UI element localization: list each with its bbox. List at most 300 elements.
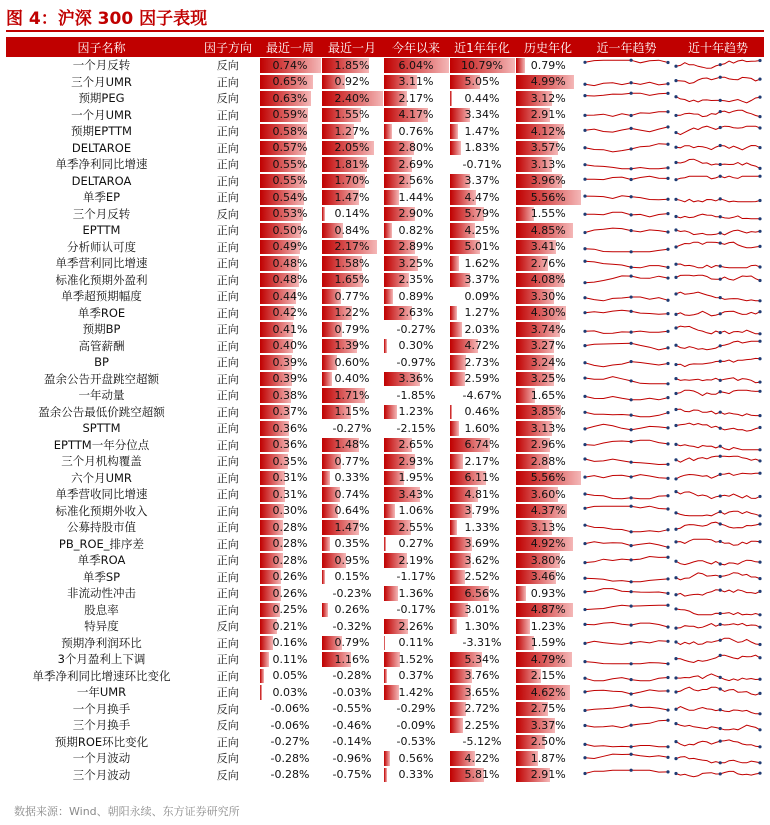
cell-value: 5.56% [530,190,566,204]
cell-last-month [321,57,383,74]
sparkline-path [676,378,760,383]
sparkline-marker [666,312,669,315]
sparkline-marker [674,691,677,694]
cell-1y-trend [581,57,672,74]
value-bar [516,586,527,601]
sparkline-marker [630,590,633,593]
cell-value: 0.40% [334,372,370,386]
sparkline-path [676,264,760,268]
sparkline-marker [758,540,761,543]
sparkline-marker [583,756,586,759]
cell-1y-annualized [449,569,515,586]
cell-hist-annualized [515,519,581,536]
cell-last-month [321,618,383,635]
cell-hist-annualized [515,767,581,784]
sparkline-marker [630,440,633,443]
cell-10y-trend [672,536,764,553]
cell-direction: 反向 [216,620,239,634]
sparkline-marker [674,198,677,201]
cell-hist-annualized [515,453,581,470]
sparkline-marker [583,82,586,85]
cell-10y-trend [672,404,764,421]
cell-last-month [321,371,383,388]
cell-value: 3.80% [530,553,566,567]
cell-direction: 正向 [216,587,239,601]
cell-1y-annualized [449,189,515,206]
cell-value: 3.24% [530,355,566,369]
cell-factor-name: 单季超预期幅度 [61,289,142,304]
cell-1y-trend [581,107,672,124]
sparkline-10y [674,372,762,386]
value-bar [384,289,394,304]
cell-value: 0.21% [272,619,308,633]
table-row [6,404,764,421]
sparkline-marker [719,198,722,201]
value-bar [450,619,458,634]
sparkline-1y [583,702,670,716]
cell-value: 1.65% [334,273,370,287]
value-bar [384,124,392,139]
cell-ytd [383,453,449,470]
cell-value: 3.34% [464,108,500,122]
value-bar [450,141,461,156]
value-bar [384,190,399,205]
sparkline-marker [583,129,586,132]
table-row [6,420,764,437]
sparkline-path [585,770,668,773]
cell-last-week [259,74,321,91]
cell-ytd [383,668,449,685]
sparkline-10y [674,58,762,72]
cell-10y-trend [672,635,764,652]
cell-1y-trend [581,404,672,421]
cell-last-month [321,140,383,157]
sparkline-marker [674,293,677,296]
sparkline-1y [583,223,670,237]
sparkline-marker [666,494,669,497]
cell-hist-annualized [515,701,581,718]
cell-last-month [321,585,383,602]
value-bar [450,454,463,469]
sparkline-path [585,331,668,334]
sparkline-marker [666,676,669,679]
cell-value: 1.52% [398,652,434,666]
header-last-week[interactable]: 最近一周 [259,37,321,57]
cell-last-month [321,569,383,586]
cell-hist-annualized [515,272,581,289]
table-row [6,503,764,520]
cell-1y-annualized [449,288,515,305]
sparkline-marker [583,443,586,446]
sparkline-marker [758,761,761,764]
cell-factor-name: 预期ROE环比变化 [54,734,149,749]
sparkline-path [585,362,668,367]
sparkline-path [585,640,668,644]
source-note: 数据来源：Wind、朝阳永续、东方证券研究所 [14,805,240,818]
sparkline-marker [758,390,761,393]
sparkline-1y [583,58,670,72]
cell-hist-annualized [515,602,581,619]
cell-ytd [383,206,449,223]
sparkline-marker [630,114,633,117]
cell-value: 2.19% [398,553,434,567]
sparkline-path [585,397,668,400]
sparkline-marker [630,81,633,84]
cell-10y-trend [672,503,764,520]
header-ytd[interactable]: 今年以来 [383,37,449,57]
sparkline-marker [583,281,586,284]
cell-1y-trend [581,222,672,239]
cell-last-week [259,156,321,173]
sparkline-marker [674,722,677,725]
cell-value: 4.81% [464,487,500,501]
sparkline-marker [666,276,669,279]
cell-value: 0.79% [530,58,566,72]
sparkline-path [585,93,668,96]
sparkline-path [676,674,760,681]
cell-10y-trend [672,519,764,536]
cell-direction: 正向 [216,653,239,667]
cell-ytd [383,486,449,503]
cell-last-week [259,123,321,140]
cell-value: 2.91% [530,108,566,122]
sparkline-path [676,560,760,565]
cell-last-week [259,668,321,685]
sparkline-marker [674,145,677,148]
sparkline-marker [583,493,586,496]
cell-last-month [321,668,383,685]
cell-1y-trend [581,470,672,487]
sparkline-marker [666,662,669,665]
cell-value: 0.28% [272,553,308,567]
sparkline-marker [719,427,722,430]
sparkline-1y [583,471,670,485]
cell-1y-annualized [449,750,515,767]
cell-last-week [259,321,321,338]
sparkline-path [676,311,760,316]
sparkline-1y [583,207,670,221]
sparkline-marker [630,147,633,150]
sparkline-marker [719,688,722,691]
sparkline-marker [583,506,586,509]
cell-factor-name: BP [94,355,109,370]
cell-1y-annualized [449,437,515,454]
cell-ytd [383,701,449,718]
cell-1y-annualized [449,255,515,272]
table-body [6,57,764,783]
cell-10y-trend [672,338,764,355]
cell-value: 1.95% [398,471,434,485]
cell-direction: 正向 [216,356,239,370]
header-10y-trend[interactable]: 近十年趋势 [672,37,764,57]
cell-value: 2.89% [398,240,434,254]
value-bar [450,702,466,717]
header-last-month[interactable]: 最近一月 [321,37,383,57]
sparkline-1y [583,190,670,204]
cell-value: 0.11% [272,652,308,666]
sparkline-path [676,359,760,367]
sparkline-path [585,176,668,179]
cell-direction: 正向 [216,125,239,139]
sparkline-path [585,276,668,283]
table-row [6,767,764,784]
sparkline-marker [758,310,761,313]
cell-last-month [321,734,383,751]
cell-10y-trend [672,140,764,157]
cell-value: 2.96% [530,438,566,452]
sparkline-marker [674,757,677,760]
cell-value: -0.27% [332,421,372,435]
sparkline-marker [666,142,669,145]
sparkline-marker [666,346,669,349]
cell-1y-trend [581,239,672,256]
cell-last-month [321,453,383,470]
cell-10y-trend [672,750,764,767]
cell-ytd [383,635,449,652]
cell-factor-name: 单季ROA [77,553,126,568]
cell-ytd [383,371,449,388]
sparkline-path [676,214,760,219]
header-factor-name[interactable]: 因子名称 [6,37,197,57]
sparkline-marker [630,274,633,277]
sparkline-marker [719,126,722,129]
cell-value: 1.81% [334,157,370,171]
sparkline-marker [758,266,761,269]
cell-10y-trend [672,668,764,685]
cell-hist-annualized [515,585,581,602]
cell-hist-annualized [515,635,581,652]
cell-value: 3.62% [464,553,500,567]
cell-last-week [259,569,321,586]
sparkline-marker [719,312,722,315]
cell-last-month [321,750,383,767]
sparkline-10y [674,438,762,452]
cell-last-month [321,189,383,206]
cell-last-month [321,684,383,701]
sparkline-path [676,390,760,395]
cell-hist-annualized [515,371,581,388]
sparkline-path [676,740,760,747]
cell-hist-annualized [515,305,581,322]
sparkline-path [585,111,668,116]
cell-last-week [259,305,321,322]
cell-factor-name: 特异度 [84,619,119,634]
sparkline-marker [674,443,677,446]
cell-last-month [321,173,383,190]
cell-1y-annualized [449,140,515,157]
cell-value: 1.60% [464,421,500,435]
cell-value: 1.47% [334,520,370,534]
cell-value: 0.76% [398,124,434,138]
cell-value: 0.36% [272,438,308,452]
cell-last-month [321,635,383,652]
cell-value: 0.57% [272,141,308,155]
sparkline-marker [630,296,633,299]
sparkline-path [585,376,668,383]
cell-last-week [259,420,321,437]
sparkline-1y [583,355,670,369]
sparkline-1y [583,273,670,287]
value-bar [516,619,530,634]
sparkline-1y [583,520,670,534]
value-bar [384,636,385,651]
cell-10y-trend [672,420,764,437]
sparkline-marker [666,330,669,333]
cell-last-month [321,552,383,569]
sparkline-10y [674,421,762,435]
sparkline-marker [666,476,669,479]
sparkline-marker [758,626,761,629]
sparkline-marker [758,656,761,659]
cell-hist-annualized [515,189,581,206]
cell-value: 0.03% [272,685,308,699]
sparkline-marker [674,377,677,380]
cell-value: 3.85% [530,405,566,419]
cell-last-month [321,536,383,553]
cell-hist-annualized [515,354,581,371]
cell-last-week [259,750,321,767]
cell-last-month [321,470,383,487]
sparkline-marker [758,460,761,463]
sparkline-marker [674,408,677,411]
sparkline-10y [674,751,762,765]
sparkline-marker [719,344,722,347]
header-row [6,37,764,57]
table-row [6,437,764,454]
value-bar [450,289,451,304]
table-row [6,470,764,487]
cell-1y-annualized [449,536,515,553]
cell-value: 1.16% [334,652,370,666]
cell-value: 2.40% [334,91,370,105]
sparkline-path [585,228,668,232]
sparkline-marker [666,427,669,430]
cell-factor-name: 标准化预期外收入 [55,503,148,518]
sparkline-marker [666,411,669,414]
cell-direction: 反向 [216,59,239,73]
sparkline-1y [583,735,670,749]
cell-value: 0.28% [272,537,308,551]
cell-last-week [259,354,321,371]
cell-ytd [383,90,449,107]
cell-direction: 正向 [216,488,239,502]
cell-ytd [383,156,449,173]
cell-last-week [259,222,321,239]
cell-hist-annualized [515,338,581,355]
cell-10y-trend [672,57,764,74]
sparkline-path [585,165,668,169]
sparkline-marker [666,626,669,629]
value-bar [450,91,453,106]
cell-hist-annualized [515,734,581,751]
sparkline-1y [583,603,670,617]
cell-10y-trend [672,701,764,718]
cell-ytd [383,74,449,91]
cell-last-week [259,272,321,289]
sparkline-path [676,724,760,730]
sparkline-marker [758,217,761,220]
cell-ytd [383,750,449,767]
sparkline-marker [583,311,586,314]
cell-ytd [383,734,449,751]
sparkline-marker [758,299,761,302]
cell-value: 1.42% [398,685,434,699]
header-1y-annualized[interactable]: 近1年年化 [449,37,515,57]
cell-last-month [321,90,383,107]
cell-value: -2.15% [396,421,436,435]
sparkline-path [585,143,668,151]
sparkline-marker [674,114,677,117]
sparkline-marker [583,344,586,347]
table-row [6,569,764,586]
cell-value: 0.28% [272,520,308,534]
sparkline-marker [630,745,633,748]
table-row [6,255,764,272]
cell-value: 3.46% [530,570,566,584]
cell-value: 0.54% [272,190,308,204]
sparkline-marker [758,692,761,695]
cell-last-week [259,651,321,668]
cell-last-week [259,90,321,107]
cell-value: 3.25% [530,372,566,386]
cell-1y-annualized [449,173,515,190]
value-bar [384,652,400,667]
table-row [6,585,764,602]
header-direction[interactable]: 因子方向 [197,37,259,57]
cell-1y-annualized [449,635,515,652]
sparkline-path [585,459,668,465]
sparkline-path [585,705,668,710]
cell-direction: 正向 [216,339,239,353]
cell-last-month [321,486,383,503]
sparkline-marker [758,199,761,202]
sparkline-path [676,423,760,431]
cell-1y-annualized [449,602,515,619]
cell-ytd [383,437,449,454]
cell-1y-trend [581,585,672,602]
sparkline-marker [674,229,677,232]
sparkline-marker [719,174,722,177]
sparkline-marker [719,739,722,742]
sparkline-marker [630,341,633,344]
cell-1y-annualized [449,272,515,289]
header-hist-annualized[interactable]: 历史年化 [515,37,581,57]
sparkline-marker [666,756,669,759]
header-1y-trend[interactable]: 近一年趋势 [581,37,672,57]
sparkline-path [585,494,668,499]
cell-value: -0.75% [332,768,372,782]
sparkline-marker [719,523,722,526]
cell-10y-trend [672,470,764,487]
sparkline-marker [758,523,761,526]
cell-value: 3.41% [530,240,566,254]
cell-value: 0.58% [272,124,308,138]
cell-factor-name: 预期PEG [78,91,125,106]
cell-value: 2.80% [398,141,434,155]
sparkline-marker [666,212,669,215]
sparkline-marker [666,231,669,234]
cell-1y-annualized [449,57,515,74]
cell-hist-annualized [515,173,581,190]
cell-hist-annualized [515,206,581,223]
sparkline-marker [583,709,586,712]
value-bar [260,652,269,667]
cell-value: 1.62% [464,256,500,270]
value-bar [450,256,460,271]
sparkline-marker [583,94,586,97]
value-bar [450,570,465,585]
cell-direction: 正向 [216,686,239,700]
